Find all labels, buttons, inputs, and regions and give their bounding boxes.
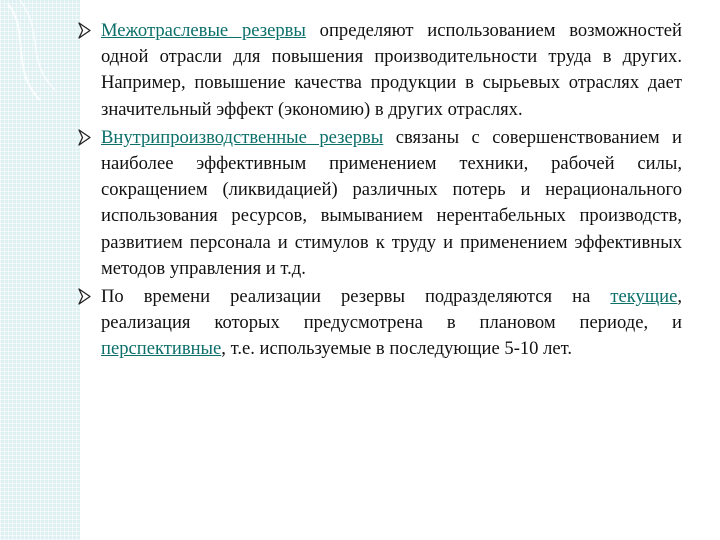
term-link[interactable]: Внутрипроизводственные резервы xyxy=(101,126,384,148)
arrow-bullet-icon xyxy=(77,22,92,39)
text-segment: По времени реализации резервы подразделяются на xyxy=(101,286,611,308)
bullet-item xyxy=(101,18,682,123)
decorative-swirl xyxy=(0,0,80,120)
bullet-text xyxy=(101,284,682,363)
text-segment: , т.е. используемые в последующие 5-10 лет. xyxy=(221,338,573,360)
arrow-bullet-icon xyxy=(77,288,92,305)
term-link[interactable]: Межотраслевые резервы xyxy=(101,20,306,41)
bullet-text xyxy=(101,125,682,282)
text-segment: , реализация которых предусмотрена в плановом периоде, и xyxy=(101,286,682,334)
text-segment: определяют использованием возможностей одной отрасли для повышения производительности труда в других. Например, повышение качества продукции в сырьевых отраслях дает значительный эффект (экономию) в других отраслях. xyxy=(101,20,682,120)
arrow-bullet-icon xyxy=(77,129,92,146)
bullet-item xyxy=(101,284,682,363)
text-segment: связаны с совершенствованием и наиболее эффективным применением техники, рабочей силы, сокращением (ликвидацией) различных потерь и нерационального использования ресурсов, вымыванием нерентабельных производств, развитием персонала и стимулов к труду и применением эффективных методов управления и т.д. xyxy=(101,126,682,279)
bullet-item xyxy=(101,125,682,282)
term-link[interactable]: перспективные xyxy=(101,338,222,360)
term-link[interactable]: текущие xyxy=(610,286,678,308)
bullet-list xyxy=(101,18,682,365)
bullet-text xyxy=(101,18,682,123)
decorative-side-band xyxy=(0,0,80,540)
